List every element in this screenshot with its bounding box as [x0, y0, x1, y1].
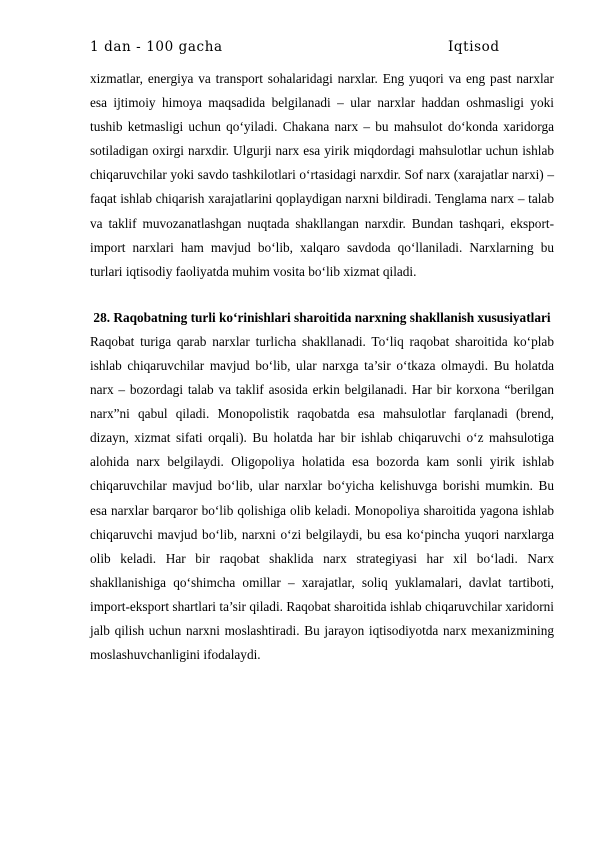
paragraph-competition-pricing: Raqobat turiga qarab narxlar turlicha shakllanadi. To‘liq raqobat sharoitida ko‘plab ishlab chiqaruvchilar mavjud bo‘lib, ular narxga ta’sir o‘tkaza olmaydi. Bu holatda narx – bozordagi talab va taklif asosida erkin belgilanadi. Har bir korxona “berilgan narx”ni qabul qiladi. Monopolistik raqobatda esa mahsulotlar farqlanadi (brend, dizayn, xizmat sifati orqali). Bu holatda har bir ishlab chiqaruvchi o‘z mahsulotiga alohida narx belgilaydi. Oligopoliya holatida esa bozorda kam sonli yirik ishlab chiqaruvchilar mavjud bo‘lib, ular narxlar bo‘yicha kelishuvga borishi mumkin. Bu esa narxlar barqaror bo‘lib qolishiga olib keladi. Monopoliya sharoitida yagona ishlab chiqaruvchi mavjud bo‘lib, narxni o‘zi belgilaydi, bu esa ko‘pincha yuqori narxlarga olib keladi. Har bir raqobat shaklida narx strategiyasi har xil bo‘ladi. Narx shakllanishiga qo‘shimcha omillar – xarajatlar, soliq yuklamalari, davlat tartiboti, import-eksport shartlari ta’sir qiladi. Raqobat sharoitida ishlab chiqaruvchilar xaridorni jalb qilish uchun narxni moslashtiradi. Bu jarayon iqtisodiyotda narx mexanizmining moslashuvchanligini ifodalaydi. [90, 333, 554, 663]
section-heading: 28. Raqobatning turli ko‘rinishlari sharoitida narxning shakllanish xususiyatlari [93, 309, 551, 325]
page-content [90, 67, 554, 667]
paragraph-price-types: xizmatlar, energiya va transport sohalaridagi narxlar. Eng yuqori va eng past narxlar esa ijtimoiy himoya maqsadida belgilanadi – ular narxlar haddan oshmasligi yoki tushib ketmasligi uchun qo‘yiladi. Chakana narx – bu mahsulot do‘konda xaridorga sotiladigan oxirgi narxdir. Ulgurji narx esa yirik miqdordagi mahsulotlar uchun ishlab chiqaruvchilar yoki savdo tashkilotlari o‘rtasidagi narxdir. Sof narx (xarajatlar narxi) – faqat ishlab chiqarish xarajatlarini qoplaydigan narxni bildiradi. Tenglama narx – talab va taklif muvozanatlashgan nuqtada shakllangan narxdir. Bundan tashqari, eksport-import narxlari ham mavjud bo‘lib, xalqaro savdoda qo‘llaniladi. Narxlarning bu turlari iqtisodiy faoliyatda muhim vosita bo‘lib xizmat qiladi. [90, 71, 554, 279]
page-header [90, 37, 510, 57]
header-subject: Iqtisod [448, 39, 500, 55]
paragraph-gap [90, 284, 554, 306]
header-range: 1 dan - 100 gacha [90, 39, 223, 55]
